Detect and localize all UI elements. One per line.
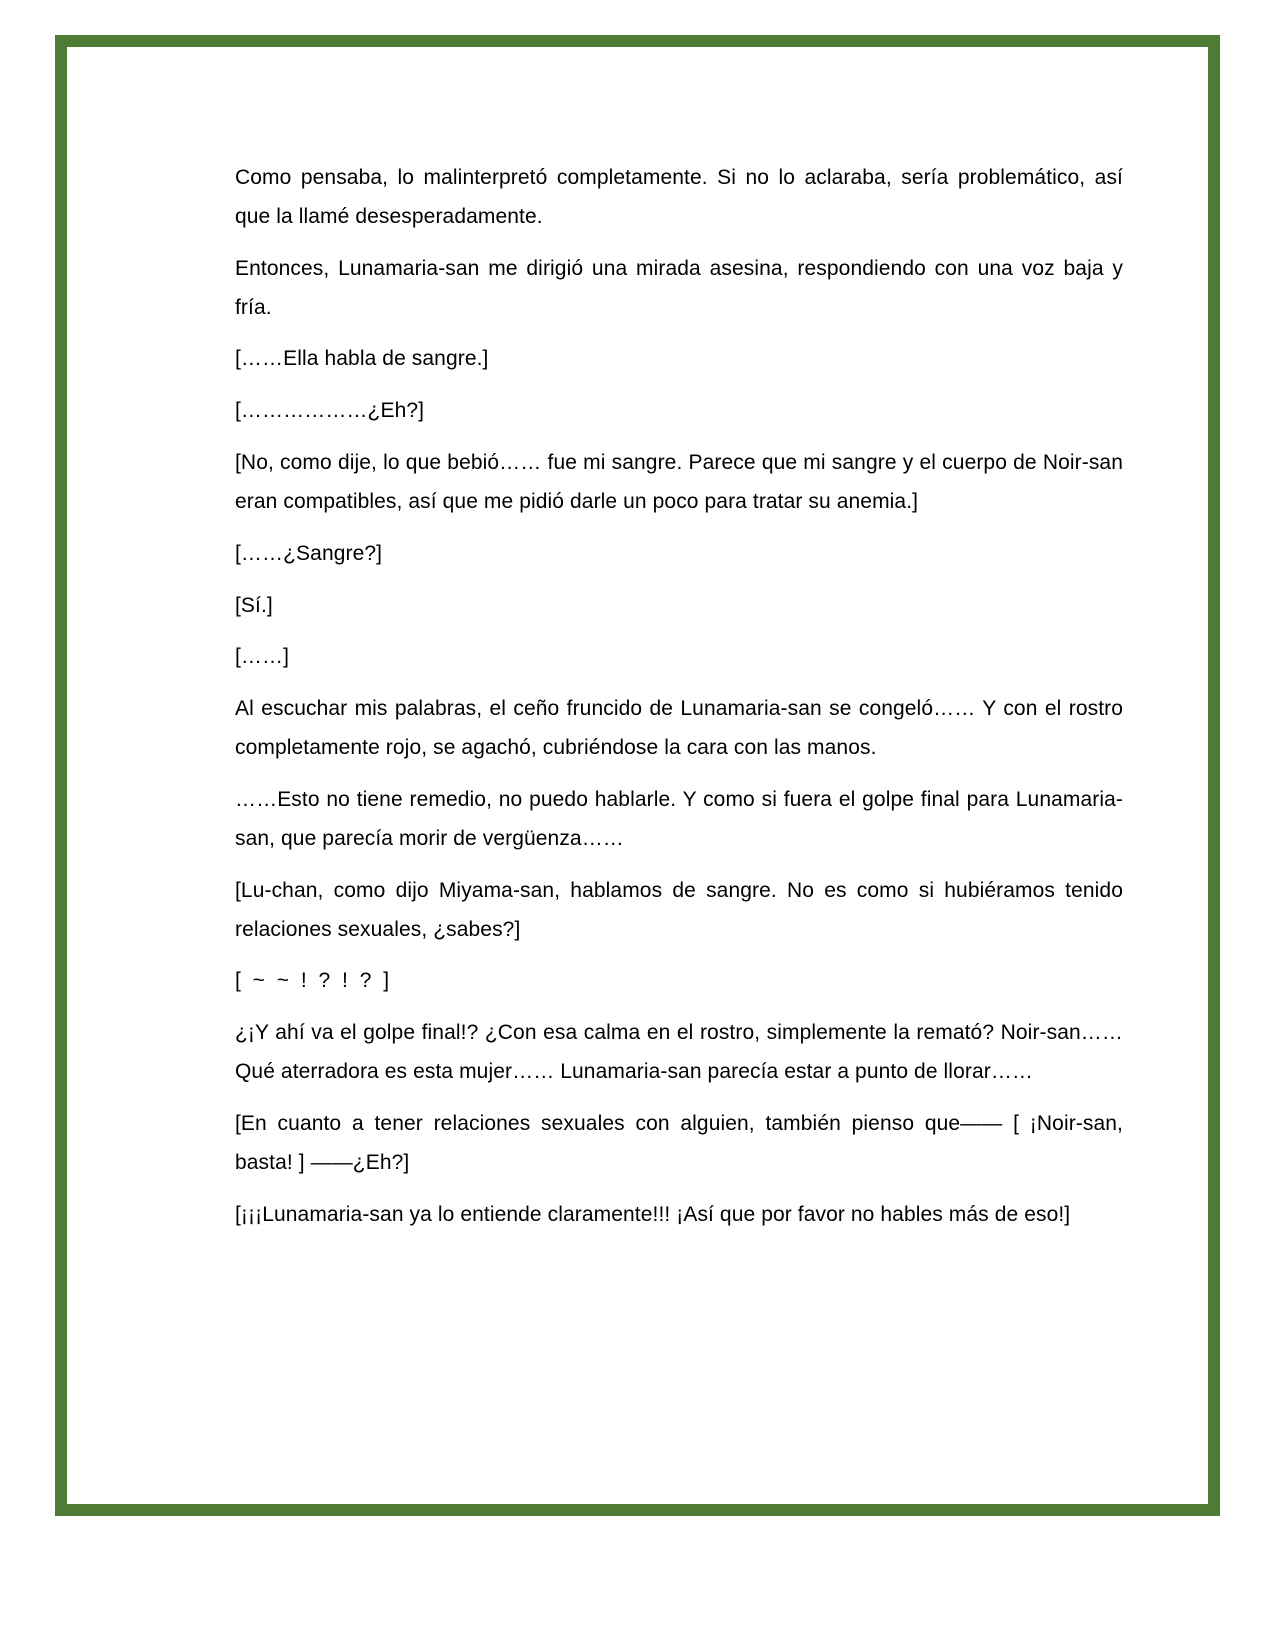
paragraph-11-dialogue: [Lu-chan, como dijo Miyama-san, hablamos de sangre. No es como si hubiéramos tenido relaciones sexuales, ¿sabes?] [235,878,1123,941]
paragraph-8-dialogue: [……] [235,645,290,669]
paragraph-10: ……Esto no tiene remedio, no puedo hablarle. Y como si fuera el golpe final para Lunamaria-san, que parecía morir de vergüenza…… [235,787,1123,850]
paragraph-9: Al escuchar mis palabras, el ceño fruncido de Lunamaria-san se congeló…… Y con el rostro completamente rojo, se agachó, cubriéndose la cara con las manos. [235,697,1123,760]
paragraph-12-dialogue: [ ~ ~ ! ? ! ? ] [235,969,393,993]
paragraph-7-dialogue: [Sí.] [235,593,273,617]
paragraph-3-dialogue: [……Ella habla de sangre.] [235,347,489,371]
paragraph-1: Como pensaba, lo malinterpretó completamente. Si no lo aclaraba, sería problemático, así que la llamé desesperadamente. [235,166,1123,228]
paragraph-14-dialogue: [En cuanto a tener relaciones sexuales con alguien, también pienso que—— [ ¡Noir-san, basta! ] ——¿Eh?] [235,1111,1123,1174]
document-text-body [235,159,1123,1234]
paragraph-2: Entonces, Lunamaria-san me dirigió una mirada asesina, respondiendo con una voz baja y fría. [235,256,1123,319]
paragraph-6-dialogue: [……¿Sangre?] [235,541,383,565]
paragraph-5-dialogue: [No, como dije, lo que bebió…… fue mi sangre. Parece que mi sangre y el cuerpo de Noir-san eran compatibles, así que me pidió darle un poco para tratar su anemia.] [235,451,1123,513]
paragraph-13: ¿¡Y ahí va el golpe final!? ¿Con esa calma en el rostro, simplemente la remató? Noir-san…… Qué aterradora es esta mujer…… Lunamaria-san parecía estar a punto de llorar…… [235,1021,1123,1084]
paragraph-15-dialogue: [¡¡¡Lunamaria-san ya lo entiende claramente!!! ¡Así que por favor no hables más de eso!] [235,1202,1071,1226]
page-green-border-frame [55,35,1220,1516]
paragraph-4-dialogue: [………………¿Eh?] [235,399,425,423]
